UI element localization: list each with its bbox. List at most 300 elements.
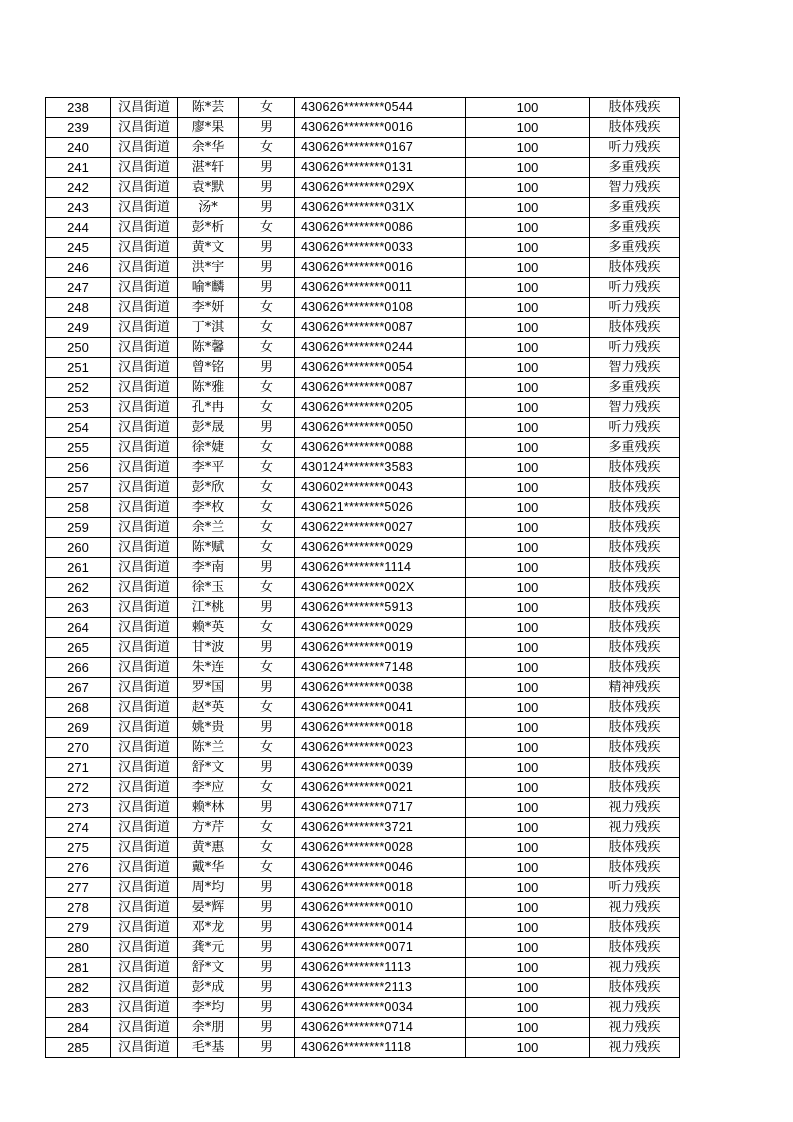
- amount-cell: 100: [466, 858, 590, 878]
- id-number-cell: 430626********0046: [295, 858, 466, 878]
- amount-cell: 100: [466, 338, 590, 358]
- name-cell: 戴*华: [178, 858, 239, 878]
- disability-type-cell: 视力残疾: [590, 998, 680, 1018]
- id-number-cell: 430626********0167: [295, 138, 466, 158]
- name-cell: 李*应: [178, 778, 239, 798]
- disability-type-cell: 肢体残疾: [590, 858, 680, 878]
- name-cell: 李*妍: [178, 298, 239, 318]
- street-cell: 汉昌街道: [111, 998, 178, 1018]
- street-cell: 汉昌街道: [111, 658, 178, 678]
- disability-type-cell: 多重残疾: [590, 378, 680, 398]
- street-cell: 汉昌街道: [111, 298, 178, 318]
- name-cell: 李*南: [178, 558, 239, 578]
- amount-cell: 100: [466, 718, 590, 738]
- street-cell: 汉昌街道: [111, 738, 178, 758]
- gender-cell: 女: [239, 518, 295, 538]
- id-number-cell: 430626********2113: [295, 978, 466, 998]
- id-number-cell: 430626********5913: [295, 598, 466, 618]
- id-number-cell: 430626********0033: [295, 238, 466, 258]
- street-cell: 汉昌街道: [111, 938, 178, 958]
- street-cell: 汉昌街道: [111, 218, 178, 238]
- table-row: [46, 578, 680, 598]
- row-number-cell: 239: [46, 118, 111, 138]
- name-cell: 廖*果: [178, 118, 239, 138]
- street-cell: 汉昌街道: [111, 98, 178, 118]
- row-number-cell: 241: [46, 158, 111, 178]
- amount-cell: 100: [466, 158, 590, 178]
- disability-type-cell: 肢体残疾: [590, 718, 680, 738]
- amount-cell: 100: [466, 478, 590, 498]
- street-cell: 汉昌街道: [111, 138, 178, 158]
- gender-cell: 男: [239, 158, 295, 178]
- id-number-cell: 430626********0071: [295, 938, 466, 958]
- row-number-cell: 275: [46, 838, 111, 858]
- id-number-cell: 430602********0043: [295, 478, 466, 498]
- amount-cell: 100: [466, 818, 590, 838]
- amount-cell: 100: [466, 118, 590, 138]
- amount-cell: 100: [466, 278, 590, 298]
- table-row: [46, 458, 680, 478]
- amount-cell: 100: [466, 398, 590, 418]
- disability-type-cell: 肢体残疾: [590, 118, 680, 138]
- name-cell: 陈*兰: [178, 738, 239, 758]
- table-row: [46, 518, 680, 538]
- id-number-cell: 430626********0018: [295, 718, 466, 738]
- id-number-cell: 430626********0019: [295, 638, 466, 658]
- disability-type-cell: 肢体残疾: [590, 578, 680, 598]
- gender-cell: 女: [239, 98, 295, 118]
- street-cell: 汉昌街道: [111, 758, 178, 778]
- name-cell: 彭*晟: [178, 418, 239, 438]
- amount-cell: 100: [466, 978, 590, 998]
- amount-cell: 100: [466, 318, 590, 338]
- recipient-table: [45, 97, 680, 1058]
- name-cell: 陈*馨: [178, 338, 239, 358]
- table-row: [46, 878, 680, 898]
- name-cell: 李*枚: [178, 498, 239, 518]
- gender-cell: 男: [239, 238, 295, 258]
- gender-cell: 男: [239, 358, 295, 378]
- table-row: [46, 478, 680, 498]
- id-number-cell: 430626********1118: [295, 1038, 466, 1058]
- amount-cell: 100: [466, 498, 590, 518]
- street-cell: 汉昌街道: [111, 158, 178, 178]
- amount-cell: 100: [466, 578, 590, 598]
- disability-type-cell: 肢体残疾: [590, 458, 680, 478]
- name-cell: 曾*铭: [178, 358, 239, 378]
- street-cell: 汉昌街道: [111, 618, 178, 638]
- name-cell: 李*平: [178, 458, 239, 478]
- disability-type-cell: 视力残疾: [590, 1038, 680, 1058]
- gender-cell: 男: [239, 898, 295, 918]
- table-row: [46, 118, 680, 138]
- gender-cell: 女: [239, 218, 295, 238]
- name-cell: 朱*连: [178, 658, 239, 678]
- name-cell: 江*桃: [178, 598, 239, 618]
- row-number-cell: 261: [46, 558, 111, 578]
- id-number-cell: 430626********0016: [295, 258, 466, 278]
- id-number-cell: 430626********0018: [295, 878, 466, 898]
- table-row: [46, 618, 680, 638]
- disability-type-cell: 肢体残疾: [590, 918, 680, 938]
- street-cell: 汉昌街道: [111, 718, 178, 738]
- id-number-cell: 430626********031X: [295, 198, 466, 218]
- amount-cell: 100: [466, 98, 590, 118]
- amount-cell: 100: [466, 218, 590, 238]
- id-number-cell: 430626********0039: [295, 758, 466, 778]
- name-cell: 陈*赋: [178, 538, 239, 558]
- name-cell: 余*兰: [178, 518, 239, 538]
- amount-cell: 100: [466, 638, 590, 658]
- row-number-cell: 267: [46, 678, 111, 698]
- gender-cell: 男: [239, 258, 295, 278]
- disability-type-cell: 肢体残疾: [590, 598, 680, 618]
- amount-cell: 100: [466, 798, 590, 818]
- name-cell: 余*朋: [178, 1018, 239, 1038]
- amount-cell: 100: [466, 958, 590, 978]
- table-row: [46, 218, 680, 238]
- gender-cell: 女: [239, 738, 295, 758]
- name-cell: 余*华: [178, 138, 239, 158]
- gender-cell: 男: [239, 958, 295, 978]
- row-number-cell: 259: [46, 518, 111, 538]
- row-number-cell: 271: [46, 758, 111, 778]
- disability-type-cell: 智力残疾: [590, 358, 680, 378]
- name-cell: 丁*淇: [178, 318, 239, 338]
- row-number-cell: 247: [46, 278, 111, 298]
- name-cell: 毛*基: [178, 1038, 239, 1058]
- row-number-cell: 280: [46, 938, 111, 958]
- name-cell: 徐*婕: [178, 438, 239, 458]
- gender-cell: 女: [239, 858, 295, 878]
- name-cell: 洪*宇: [178, 258, 239, 278]
- row-number-cell: 285: [46, 1038, 111, 1058]
- name-cell: 喻*麟: [178, 278, 239, 298]
- table-row: [46, 298, 680, 318]
- gender-cell: 女: [239, 818, 295, 838]
- id-number-cell: 430626********0028: [295, 838, 466, 858]
- row-number-cell: 272: [46, 778, 111, 798]
- table-row: [46, 198, 680, 218]
- table-row: [46, 1038, 680, 1058]
- table-row: [46, 778, 680, 798]
- disability-type-cell: 肢体残疾: [590, 758, 680, 778]
- table-row: [46, 638, 680, 658]
- amount-cell: 100: [466, 698, 590, 718]
- disability-type-cell: 肢体残疾: [590, 518, 680, 538]
- table-row: [46, 938, 680, 958]
- gender-cell: 女: [239, 618, 295, 638]
- disability-type-cell: 智力残疾: [590, 178, 680, 198]
- table-row: [46, 758, 680, 778]
- disability-type-cell: 听力残疾: [590, 418, 680, 438]
- disability-type-cell: 肢体残疾: [590, 538, 680, 558]
- name-cell: 罗*国: [178, 678, 239, 698]
- row-number-cell: 248: [46, 298, 111, 318]
- street-cell: 汉昌街道: [111, 638, 178, 658]
- id-number-cell: 430626********1113: [295, 958, 466, 978]
- id-number-cell: 430626********0010: [295, 898, 466, 918]
- table-row: [46, 438, 680, 458]
- amount-cell: 100: [466, 298, 590, 318]
- table-row: [46, 318, 680, 338]
- amount-cell: 100: [466, 258, 590, 278]
- amount-cell: 100: [466, 898, 590, 918]
- name-cell: 姚*贵: [178, 718, 239, 738]
- street-cell: 汉昌街道: [111, 458, 178, 478]
- row-number-cell: 244: [46, 218, 111, 238]
- row-number-cell: 270: [46, 738, 111, 758]
- id-number-cell: 430626********0014: [295, 918, 466, 938]
- name-cell: 孔*冉: [178, 398, 239, 418]
- street-cell: 汉昌街道: [111, 898, 178, 918]
- street-cell: 汉昌街道: [111, 338, 178, 358]
- disability-type-cell: 多重残疾: [590, 218, 680, 238]
- name-cell: 彭*欣: [178, 478, 239, 498]
- row-number-cell: 243: [46, 198, 111, 218]
- row-number-cell: 283: [46, 998, 111, 1018]
- amount-cell: 100: [466, 878, 590, 898]
- row-number-cell: 252: [46, 378, 111, 398]
- amount-cell: 100: [466, 938, 590, 958]
- name-cell: 周*均: [178, 878, 239, 898]
- disability-type-cell: 视力残疾: [590, 958, 680, 978]
- amount-cell: 100: [466, 138, 590, 158]
- gender-cell: 女: [239, 498, 295, 518]
- id-number-cell: 430626********0041: [295, 698, 466, 718]
- table-row: [46, 798, 680, 818]
- row-number-cell: 282: [46, 978, 111, 998]
- row-number-cell: 262: [46, 578, 111, 598]
- street-cell: 汉昌街道: [111, 198, 178, 218]
- street-cell: 汉昌街道: [111, 838, 178, 858]
- id-number-cell: 430626********0108: [295, 298, 466, 318]
- street-cell: 汉昌街道: [111, 698, 178, 718]
- street-cell: 汉昌街道: [111, 778, 178, 798]
- id-number-cell: 430626********0050: [295, 418, 466, 438]
- table-row: [46, 998, 680, 1018]
- id-number-cell: 430621********5026: [295, 498, 466, 518]
- street-cell: 汉昌街道: [111, 178, 178, 198]
- table-row: [46, 178, 680, 198]
- row-number-cell: 284: [46, 1018, 111, 1038]
- street-cell: 汉昌街道: [111, 1038, 178, 1058]
- row-number-cell: 268: [46, 698, 111, 718]
- street-cell: 汉昌街道: [111, 318, 178, 338]
- name-cell: 赵*英: [178, 698, 239, 718]
- street-cell: 汉昌街道: [111, 238, 178, 258]
- disability-type-cell: 多重残疾: [590, 158, 680, 178]
- gender-cell: 女: [239, 478, 295, 498]
- amount-cell: 100: [466, 178, 590, 198]
- id-number-cell: 430626********002X: [295, 578, 466, 598]
- gender-cell: 女: [239, 298, 295, 318]
- street-cell: 汉昌街道: [111, 278, 178, 298]
- gender-cell: 女: [239, 538, 295, 558]
- id-number-cell: 430626********0021: [295, 778, 466, 798]
- street-cell: 汉昌街道: [111, 438, 178, 458]
- disability-type-cell: 多重残疾: [590, 198, 680, 218]
- amount-cell: 100: [466, 198, 590, 218]
- street-cell: 汉昌街道: [111, 678, 178, 698]
- gender-cell: 男: [239, 278, 295, 298]
- amount-cell: 100: [466, 758, 590, 778]
- row-number-cell: 277: [46, 878, 111, 898]
- gender-cell: 女: [239, 458, 295, 478]
- amount-cell: 100: [466, 998, 590, 1018]
- disability-type-cell: 肢体残疾: [590, 658, 680, 678]
- id-number-cell: 430626********0244: [295, 338, 466, 358]
- amount-cell: 100: [466, 1018, 590, 1038]
- table-body: [46, 98, 680, 1058]
- table-row: [46, 558, 680, 578]
- table-row: [46, 818, 680, 838]
- name-cell: 甘*波: [178, 638, 239, 658]
- gender-cell: 男: [239, 178, 295, 198]
- street-cell: 汉昌街道: [111, 578, 178, 598]
- street-cell: 汉昌街道: [111, 258, 178, 278]
- name-cell: 彭*成: [178, 978, 239, 998]
- street-cell: 汉昌街道: [111, 1018, 178, 1038]
- row-number-cell: 263: [46, 598, 111, 618]
- street-cell: 汉昌街道: [111, 818, 178, 838]
- name-cell: 舒*文: [178, 758, 239, 778]
- amount-cell: 100: [466, 678, 590, 698]
- gender-cell: 男: [239, 938, 295, 958]
- id-number-cell: 430626********0088: [295, 438, 466, 458]
- id-number-cell: 430626********0087: [295, 378, 466, 398]
- disability-type-cell: 肢体残疾: [590, 738, 680, 758]
- gender-cell: 女: [239, 838, 295, 858]
- row-number-cell: 264: [46, 618, 111, 638]
- street-cell: 汉昌街道: [111, 518, 178, 538]
- id-number-cell: 430626********0038: [295, 678, 466, 698]
- gender-cell: 女: [239, 578, 295, 598]
- id-number-cell: 430626********0016: [295, 118, 466, 138]
- row-number-cell: 254: [46, 418, 111, 438]
- table-row: [46, 958, 680, 978]
- table-row: [46, 378, 680, 398]
- gender-cell: 男: [239, 598, 295, 618]
- gender-cell: 女: [239, 338, 295, 358]
- amount-cell: 100: [466, 538, 590, 558]
- disability-type-cell: 肢体残疾: [590, 258, 680, 278]
- name-cell: 陈*雅: [178, 378, 239, 398]
- disability-type-cell: 肢体残疾: [590, 778, 680, 798]
- gender-cell: 女: [239, 658, 295, 678]
- id-number-cell: 430626********1114: [295, 558, 466, 578]
- name-cell: 龚*元: [178, 938, 239, 958]
- street-cell: 汉昌街道: [111, 878, 178, 898]
- disability-type-cell: 肢体残疾: [590, 698, 680, 718]
- row-number-cell: 245: [46, 238, 111, 258]
- gender-cell: 男: [239, 558, 295, 578]
- id-number-cell: 430626********0034: [295, 998, 466, 1018]
- id-number-cell: 430626********0023: [295, 738, 466, 758]
- gender-cell: 女: [239, 378, 295, 398]
- street-cell: 汉昌街道: [111, 558, 178, 578]
- name-cell: 邓*龙: [178, 918, 239, 938]
- id-number-cell: 430626********029X: [295, 178, 466, 198]
- row-number-cell: 278: [46, 898, 111, 918]
- id-number-cell: 430622********0027: [295, 518, 466, 538]
- disability-type-cell: 肢体残疾: [590, 558, 680, 578]
- disability-type-cell: 视力残疾: [590, 1018, 680, 1038]
- disability-type-cell: 听力残疾: [590, 878, 680, 898]
- name-cell: 黄*文: [178, 238, 239, 258]
- row-number-cell: 242: [46, 178, 111, 198]
- row-number-cell: 276: [46, 858, 111, 878]
- row-number-cell: 249: [46, 318, 111, 338]
- table-row: [46, 858, 680, 878]
- name-cell: 汤*: [178, 198, 239, 218]
- street-cell: 汉昌街道: [111, 378, 178, 398]
- amount-cell: 100: [466, 558, 590, 578]
- table-row: [46, 1018, 680, 1038]
- name-cell: 舒*文: [178, 958, 239, 978]
- row-number-cell: 257: [46, 478, 111, 498]
- row-number-cell: 273: [46, 798, 111, 818]
- disability-type-cell: 视力残疾: [590, 818, 680, 838]
- table-row: [46, 398, 680, 418]
- name-cell: 晏*辉: [178, 898, 239, 918]
- table-row: [46, 498, 680, 518]
- gender-cell: 女: [239, 398, 295, 418]
- street-cell: 汉昌街道: [111, 978, 178, 998]
- name-cell: 彭*析: [178, 218, 239, 238]
- table-row: [46, 238, 680, 258]
- table-row: [46, 138, 680, 158]
- amount-cell: 100: [466, 738, 590, 758]
- row-number-cell: 238: [46, 98, 111, 118]
- name-cell: 黄*惠: [178, 838, 239, 858]
- gender-cell: 男: [239, 418, 295, 438]
- amount-cell: 100: [466, 418, 590, 438]
- table-row: [46, 598, 680, 618]
- gender-cell: 男: [239, 118, 295, 138]
- row-number-cell: 266: [46, 658, 111, 678]
- table-row: [46, 698, 680, 718]
- id-number-cell: 430626********0544: [295, 98, 466, 118]
- amount-cell: 100: [466, 618, 590, 638]
- name-cell: 陈*芸: [178, 98, 239, 118]
- street-cell: 汉昌街道: [111, 118, 178, 138]
- amount-cell: 100: [466, 838, 590, 858]
- amount-cell: 100: [466, 658, 590, 678]
- street-cell: 汉昌街道: [111, 358, 178, 378]
- id-number-cell: 430626********0087: [295, 318, 466, 338]
- gender-cell: 男: [239, 978, 295, 998]
- amount-cell: 100: [466, 438, 590, 458]
- row-number-cell: 251: [46, 358, 111, 378]
- id-number-cell: 430626********0086: [295, 218, 466, 238]
- gender-cell: 女: [239, 698, 295, 718]
- id-number-cell: 430626********0054: [295, 358, 466, 378]
- name-cell: 袁*默: [178, 178, 239, 198]
- row-number-cell: 265: [46, 638, 111, 658]
- disability-type-cell: 肢体残疾: [590, 478, 680, 498]
- name-cell: 李*均: [178, 998, 239, 1018]
- name-cell: 湛*轩: [178, 158, 239, 178]
- disability-type-cell: 听力残疾: [590, 138, 680, 158]
- row-number-cell: 256: [46, 458, 111, 478]
- id-number-cell: 430626********0029: [295, 618, 466, 638]
- disability-type-cell: 肢体残疾: [590, 618, 680, 638]
- street-cell: 汉昌街道: [111, 498, 178, 518]
- name-cell: 方*芹: [178, 818, 239, 838]
- amount-cell: 100: [466, 1038, 590, 1058]
- gender-cell: 女: [239, 138, 295, 158]
